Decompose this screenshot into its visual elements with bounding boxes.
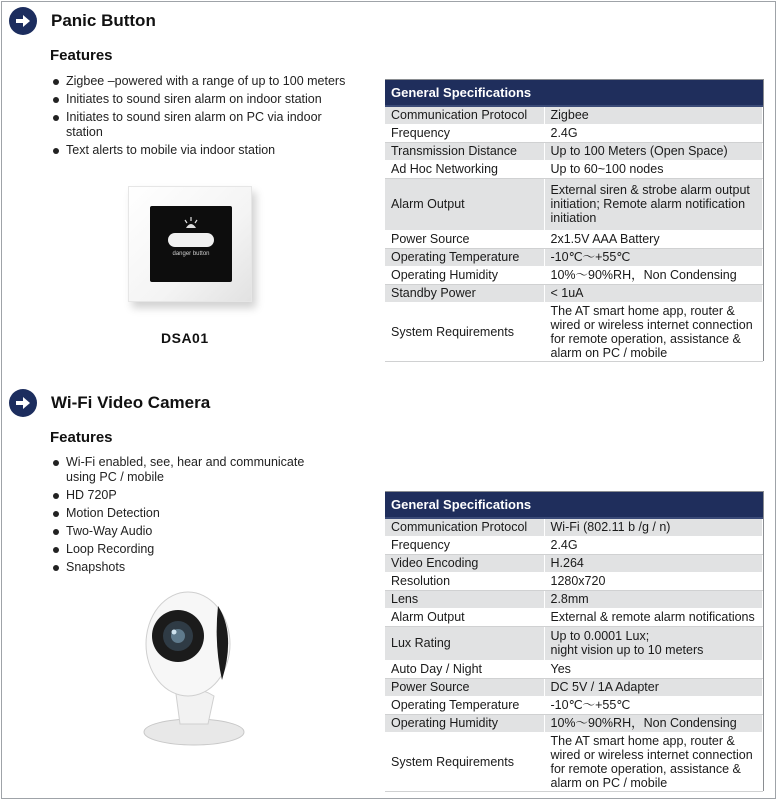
camera-spec-table: [385, 492, 763, 792]
model-caption: DSA01: [161, 330, 209, 346]
spec-row: [385, 266, 763, 284]
spec-key: System Requirements: [385, 732, 544, 791]
panic-button-image: [128, 186, 260, 306]
feature-item: Text alerts to mobile via indoor station: [50, 143, 350, 158]
spec-value: External siren & strobe alarm output initiation; Remote alarm notification initiation: [544, 178, 763, 230]
spec-key: Auto Day / Night: [385, 660, 544, 678]
spec-key: Operating Temperature: [385, 248, 544, 266]
device-label: danger button: [172, 251, 210, 257]
spec-value: 2x1.5V AAA Battery: [544, 230, 763, 248]
alarm-icon: [182, 216, 200, 230]
spec-value: The AT smart home app, router & wired or wireless internet connection for remote operation, assistance & alarm on PC / mobile: [544, 732, 763, 791]
spec-key: Frequency: [385, 536, 544, 554]
feature-item: Initiates to sound siren alarm on indoor station: [50, 92, 350, 107]
spec-row: [385, 732, 763, 791]
feature-item: Wi-Fi enabled, see, hear and communicate using PC / mobile: [50, 455, 310, 485]
spec-row: [385, 302, 763, 361]
spec-value: 2.8mm: [544, 590, 763, 608]
spec-value: The AT smart home app, router & wired or wireless internet connection for remote operation, assistance & alarm on PC / mobile: [544, 302, 763, 361]
features-list: [50, 74, 350, 161]
feature-item: Motion Detection: [50, 506, 310, 521]
spec-row: [385, 518, 763, 536]
spec-value: < 1uA: [544, 284, 763, 302]
spec-value: Yes: [544, 660, 763, 678]
spec-key: Alarm Output: [385, 608, 544, 626]
feature-item: Snapshots: [50, 560, 310, 575]
spec-value: Up to 60~100 nodes: [544, 160, 763, 178]
right-arrow-icon: [9, 389, 37, 417]
spec-value: 10%～90%RH，Non Condensing: [544, 266, 763, 284]
spec-row: [385, 714, 763, 732]
spec-value: -10℃～+55℃: [544, 248, 763, 266]
spec-value: Up to 0.0001 Lux; night vision up to 10 meters: [544, 626, 763, 660]
spec-value: Up to 100 Meters (Open Space): [544, 142, 763, 160]
spec-row: [385, 284, 763, 302]
spec-key: Lux Rating: [385, 626, 544, 660]
feature-item: Loop Recording: [50, 542, 310, 557]
spec-key: Transmission Distance: [385, 142, 544, 160]
camera-section-header: [9, 388, 210, 418]
spec-value: 2.4G: [544, 124, 763, 142]
spec-value: Zigbee: [544, 106, 763, 124]
spec-value: H.264: [544, 554, 763, 572]
spec-key: Operating Temperature: [385, 696, 544, 714]
feature-item: Zigbee –powered with a range of up to 100 meters: [50, 74, 350, 89]
spec-value: Wi-Fi (802.11 b /g / n): [544, 518, 763, 536]
camera-image: [136, 584, 246, 749]
section-title: Panic Button: [51, 11, 156, 30]
spec-value: 1280x720: [544, 572, 763, 590]
spec-row: [385, 572, 763, 590]
spec-row: [385, 160, 763, 178]
spec-row: [385, 106, 763, 124]
right-arrow-icon: [9, 7, 37, 35]
spec-heading: General Specifications: [385, 492, 763, 518]
features-heading: Features: [50, 47, 113, 64]
spec-key: Power Source: [385, 230, 544, 248]
panic-spec-table: [385, 80, 763, 362]
spec-value: DC 5V / 1A Adapter: [544, 678, 763, 696]
spec-key: Communication Protocol: [385, 106, 544, 124]
spec-row: [385, 626, 763, 660]
spec-heading: General Specifications: [385, 80, 763, 106]
spec-row: [385, 678, 763, 696]
spec-key: Frequency: [385, 124, 544, 142]
spec-key: Lens: [385, 590, 544, 608]
spec-row: [385, 554, 763, 572]
spec-row: [385, 590, 763, 608]
spec-key: Resolution: [385, 572, 544, 590]
spec-key: Operating Humidity: [385, 266, 544, 284]
spec-key: Alarm Output: [385, 178, 544, 230]
spec-key: Standby Power: [385, 284, 544, 302]
spec-row: [385, 536, 763, 554]
spec-key: Video Encoding: [385, 554, 544, 572]
spec-key: Operating Humidity: [385, 714, 544, 732]
spec-row: [385, 124, 763, 142]
feature-item: Two-Way Audio: [50, 524, 310, 539]
features-list: [50, 455, 310, 578]
spec-value: 10%～90%RH，Non Condensing: [544, 714, 763, 732]
section-title: Wi-Fi Video Camera: [51, 393, 211, 412]
spec-key: Communication Protocol: [385, 518, 544, 536]
spec-value: -10℃～+55℃: [544, 696, 763, 714]
spec-key: System Requirements: [385, 302, 544, 361]
features-heading: Features: [50, 429, 113, 446]
spec-value: External & remote alarm notifications: [544, 608, 763, 626]
spec-row: [385, 248, 763, 266]
spec-value: 2.4G: [544, 536, 763, 554]
spec-row: [385, 608, 763, 626]
feature-item: HD 720P: [50, 488, 310, 503]
spec-row: [385, 230, 763, 248]
spec-row: [385, 660, 763, 678]
spec-row: [385, 178, 763, 230]
feature-item: Initiates to sound siren alarm on PC via indoor station: [50, 110, 350, 140]
spec-row: [385, 142, 763, 160]
spec-key: Power Source: [385, 678, 544, 696]
panic-section-header: [9, 6, 156, 36]
spec-row: [385, 696, 763, 714]
spec-key: Ad Hoc Networking: [385, 160, 544, 178]
